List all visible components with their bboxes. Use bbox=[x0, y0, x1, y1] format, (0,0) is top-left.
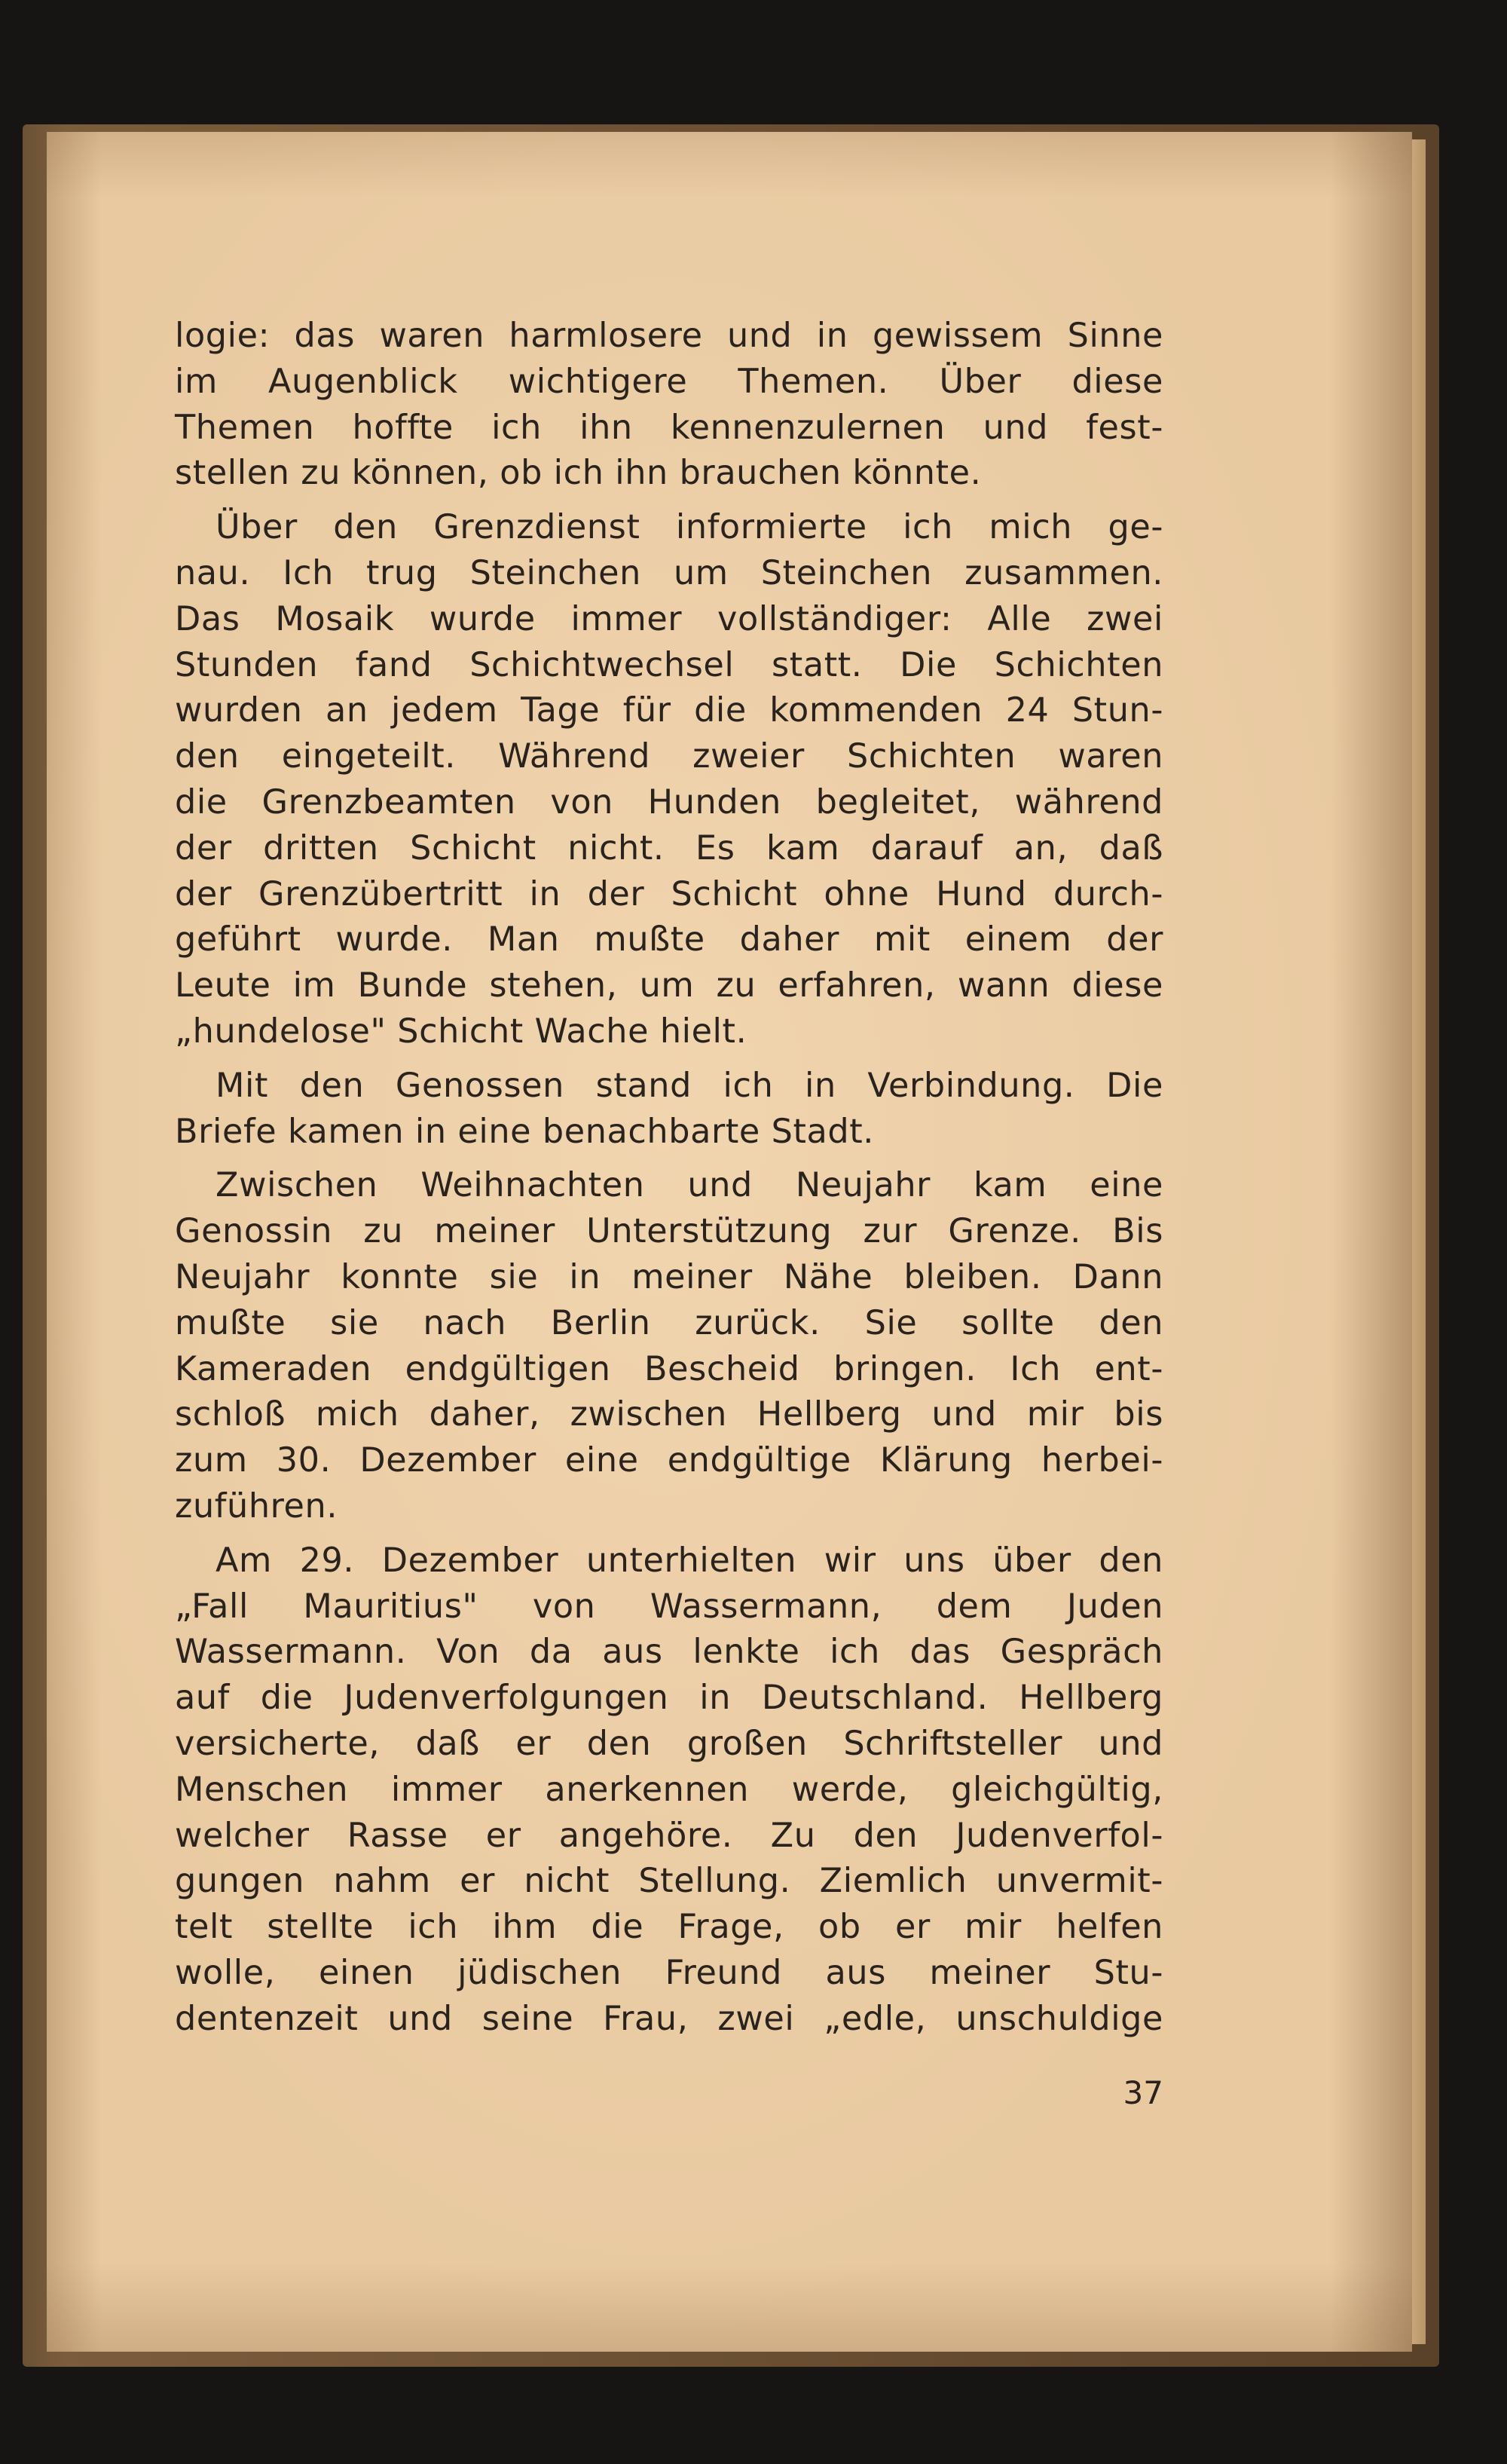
text-line: geführt wurde. Man mußte daher mit einem der bbox=[175, 920, 1163, 960]
text-line: zum 30. Dezember eine endgültige Klärung herbei- bbox=[175, 1441, 1163, 1480]
text-line: Das Mosaik wurde immer vollständiger: Alle zwei bbox=[175, 599, 1163, 638]
text-line: Zwischen Weihnachten und Neujahr kam eine bbox=[216, 1166, 1163, 1205]
text-line: welcher Rasse er angehöre. Zu den Judenverfol- bbox=[175, 1816, 1163, 1855]
text-line: dentenzeit und seine Frau, zwei „edle, unschuldige bbox=[175, 1999, 1163, 2038]
paragraph bbox=[175, 1163, 1163, 1529]
text-line: den eingeteilt. Während zweier Schichten waren bbox=[175, 737, 1163, 776]
text-line: der Grenzübertritt in der Schicht ohne Hund durch- bbox=[175, 874, 1163, 914]
text-line: mußte sie nach Berlin zurück. Sie sollte den bbox=[175, 1303, 1163, 1342]
text-line: Über den Grenzdienst informierte ich mich ge- bbox=[216, 508, 1163, 547]
text-line: Leute im Bunde stehen, um zu erfahren, wann diese bbox=[175, 966, 1163, 1005]
text-line: stellen zu können, ob ich ihn brauchen könnte. bbox=[175, 454, 982, 493]
text-line: nau. Ich trug Steinchen um Steinchen zusammen. bbox=[175, 553, 1163, 592]
text-line: wolle, einen jüdischen Freund aus meiner Stu- bbox=[175, 1953, 1163, 1992]
text-line: die Grenzbeamten von Hunden begleitet, während bbox=[175, 782, 1163, 822]
text-line: telt stellte ich ihm die Frage, ob er mir helfen bbox=[175, 1908, 1163, 1947]
text-line: Themen hoffte ich ihn kennenzulernen und fest- bbox=[175, 408, 1163, 447]
text-line: Wassermann. Von da aus lenkte ich das Gespräch bbox=[175, 1633, 1163, 1672]
text-line: wurden an jedem Tage für die kommenden 24 Stun- bbox=[175, 691, 1163, 730]
paragraph bbox=[175, 505, 1163, 1055]
text-line: versicherte, daß er den großen Schriftsteller und bbox=[175, 1724, 1163, 1763]
text-line: Menschen immer anerkennen werde, gleichgültig, bbox=[175, 1770, 1163, 1809]
text-line: Stunden fand Schichtwechsel statt. Die Schichten bbox=[175, 645, 1163, 684]
text-line: zuführen. bbox=[175, 1486, 338, 1526]
text-line: Neujahr konnte sie in meiner Nähe bleiben. Dann bbox=[175, 1257, 1163, 1296]
text-line: logie: das waren harmlosere und in gewissem Sinne bbox=[175, 317, 1163, 355]
text-line: schloß mich daher, zwischen Hellberg und mir bis bbox=[175, 1395, 1163, 1434]
text-line: Genossin zu meiner Unterstützung zur Grenze. Bis bbox=[175, 1212, 1163, 1251]
paragraph bbox=[175, 1538, 1163, 2043]
text-line: der dritten Schicht nicht. Es kam darauf an, daß bbox=[175, 828, 1163, 868]
text-line: im Augenblick wichtigere Themen. Über diese bbox=[175, 362, 1163, 401]
text-line: „hundelose" Schicht Wache hielt. bbox=[175, 1012, 747, 1051]
text-line: „Fall Mauritius" von Wassermann, dem Juden bbox=[175, 1587, 1163, 1626]
page-number: 37 bbox=[1123, 2074, 1163, 2111]
text-line: Mit den Genossen stand ich in Verbindung. Die bbox=[216, 1066, 1163, 1105]
text-line: gungen nahm er nicht Stellung. Ziemlich unvermit- bbox=[175, 1862, 1163, 1901]
paragraph bbox=[175, 314, 1163, 497]
text-line: Am 29. Dezember unterhielten wir uns über den bbox=[216, 1541, 1163, 1580]
body-text bbox=[175, 314, 1163, 2042]
paragraph bbox=[175, 1064, 1163, 1155]
text-line: Kameraden endgültigen Bescheid bringen. Ich ent- bbox=[175, 1349, 1163, 1388]
text-line: Briefe kamen in eine benachbarte Stadt. bbox=[175, 1112, 875, 1151]
text-line: auf die Judenverfolgungen in Deutschland. Hellberg bbox=[175, 1679, 1163, 1718]
